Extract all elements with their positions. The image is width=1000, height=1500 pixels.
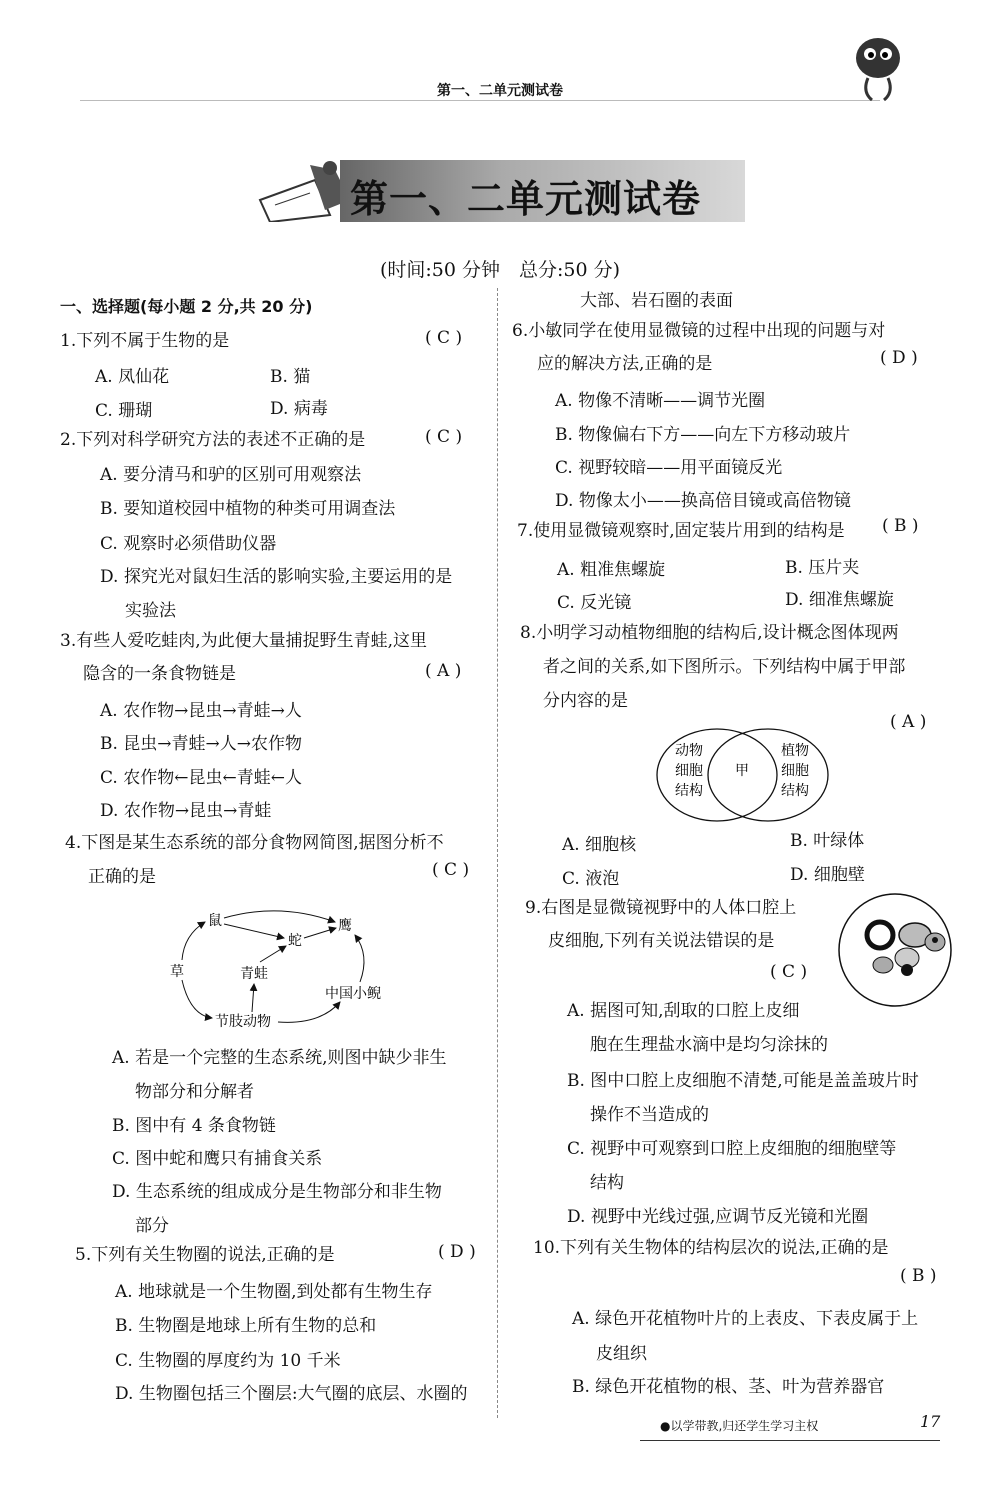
q6-option-b: B. 物像偏右下方——向左下方移动玻片 <box>555 425 851 445</box>
q2-option-a: A. 要分清马和驴的区别可用观察法 <box>100 465 362 485</box>
page-number: 17 <box>920 1412 941 1431</box>
q10-option-a: A. 绿色开花植物叶片的上表皮、下表皮属于上 <box>572 1309 919 1329</box>
section-heading: 一、选择题(每小题 2 分,共 20 分) <box>60 297 313 316</box>
q8-answer: ( A ) <box>890 712 927 732</box>
q10-option-a-cont: 皮组织 <box>596 1344 647 1364</box>
q4-option-d-cont: 部分 <box>135 1216 169 1236</box>
q9-option-c: C. 视野中可观察到口腔上皮细胞的细胞壁等 <box>567 1139 897 1159</box>
q2-option-d: D. 探究光对鼠妇生活的影响实验,主要运用的是 <box>100 567 453 587</box>
q8-option-b: B. 叶绿体 <box>790 831 865 851</box>
banner-title: 第一、二单元测试卷 <box>350 176 702 221</box>
q8-stem-1: 8.小明学习动植物细胞的结构后,设计概念图体现两 <box>520 623 899 643</box>
q1-option-d: D. 病毒 <box>270 399 328 419</box>
web-pipit: 中国小鲵 <box>325 986 381 1002</box>
q1-option-a: A. 凤仙花 <box>95 367 170 387</box>
q3-answer: ( A ) <box>425 661 462 681</box>
q5-option-b: B. 生物圈是地球上所有生物的总和 <box>115 1316 377 1336</box>
q4-option-a: A. 若是一个完整的生态系统,则图中缺少非生 <box>112 1048 447 1068</box>
q3-option-d: D. 农作物→昆虫→青蛙 <box>100 801 272 821</box>
q7-option-a: A. 粗准焦螺旋 <box>557 560 666 580</box>
q3-option-c: C. 农作物←昆虫←青蛙←人 <box>100 768 302 788</box>
q8-stem-2: 者之间的关系,如下图所示。下列结构中属于甲部 <box>543 657 906 677</box>
q1-answer: ( C ) <box>425 328 463 348</box>
running-header: 第一、二单元测试卷 <box>437 83 563 99</box>
q7-answer: ( B ) <box>882 516 919 536</box>
q5-option-d: D. 生物圈包括三个圈层:大气圈的底层、水圈的 <box>115 1384 468 1404</box>
web-eagle: 鹰 <box>338 918 352 934</box>
q2-option-d-cont: 实验法 <box>125 601 176 621</box>
q9-answer: ( C ) <box>770 962 808 982</box>
venn-right-3: 结构 <box>781 783 809 799</box>
column-divider <box>497 288 498 1418</box>
q2-answer: ( C ) <box>425 427 463 447</box>
q6-option-c: C. 视野较暗——用平面镜反光 <box>555 458 783 478</box>
q6-stem-2: 应的解决方法,正确的是 <box>537 354 713 374</box>
q5-option-a: A. 地球就是一个生物圈,到处都有生物生存 <box>115 1282 433 1302</box>
q10-answer: ( B ) <box>900 1266 937 1286</box>
q9-option-d: D. 视野中光线过强,应调节反光镜和光圈 <box>567 1207 869 1227</box>
q9-option-c-cont: 结构 <box>590 1173 624 1193</box>
q9-stem-2: 皮细胞,下列有关说法错误的是 <box>548 931 775 951</box>
q9-option-b: B. 图中口腔上皮细胞不清楚,可能是盖盖玻片时 <box>567 1071 919 1091</box>
q7-option-c: C. 反光镜 <box>557 593 632 613</box>
q4-option-a-cont: 物部分和分解者 <box>135 1082 254 1102</box>
q9-stem-1: 9.右图是显微镜视野中的人体口腔上 <box>525 898 797 918</box>
header-rule <box>80 100 880 101</box>
title-banner <box>255 160 745 222</box>
q5-option-c: C. 生物圈的厚度约为 10 千米 <box>115 1351 341 1371</box>
q4-answer: ( C ) <box>432 860 470 880</box>
q8-option-c: C. 液泡 <box>562 869 620 889</box>
q2-option-b: B. 要知道校园中植物的种类可用调查法 <box>100 499 396 519</box>
q9-option-b-cont: 操作不当造成的 <box>590 1105 709 1125</box>
venn-left-2: 细胞 <box>675 763 703 779</box>
q9-option-a: A. 据图可知,刮取的口腔上皮细 <box>567 1001 800 1021</box>
q6-answer: ( D ) <box>880 348 918 368</box>
web-grass: 草 <box>170 964 184 980</box>
q8-option-d: D. 细胞壁 <box>790 865 865 885</box>
venn-middle: 甲 <box>735 763 749 779</box>
q4-option-d: D. 生态系统的组成成分是生物部分和非生物 <box>112 1182 442 1202</box>
q6-option-a: A. 物像不清晰——调节光圈 <box>555 391 766 411</box>
footer-rule <box>640 1440 940 1441</box>
q4-option-b: B. 图中有 4 条食物链 <box>112 1116 276 1136</box>
venn-right-2: 细胞 <box>781 763 809 779</box>
q4-stem-1: 4.下图是某生态系统的部分食物网简图,据图分析不 <box>65 833 444 853</box>
q9-option-a-cont: 胞在生理盐水滴中是均匀涂抹的 <box>590 1035 828 1055</box>
mascot-icon <box>848 32 908 107</box>
web-frog: 青蛙 <box>240 966 268 982</box>
web-mouse: 鼠 <box>208 913 222 929</box>
q5-stem: 5.下列有关生物圈的说法,正确的是 <box>75 1245 335 1265</box>
q3-option-b: B. 昆虫→青蛙→人→农作物 <box>100 734 303 754</box>
q4-stem-2: 正确的是 <box>88 867 156 887</box>
venn-left-1: 动物 <box>675 743 703 759</box>
q7-stem: 7.使用显微镜观察时,固定装片用到的结构是 <box>517 521 845 541</box>
q3-stem-2: 隐含的一条食物链是 <box>83 664 236 684</box>
q1-option-c: C. 珊瑚 <box>95 401 153 421</box>
q7-option-b: B. 压片夹 <box>785 558 860 578</box>
microscope-view-image <box>835 890 955 1010</box>
q1-stem: 1.下列不属于生物的是 <box>60 331 230 351</box>
q2-option-c: C. 观察时必须借助仪器 <box>100 534 277 554</box>
q10-stem: 10.下列有关生物体的结构层次的说法,正确的是 <box>533 1238 889 1258</box>
venn-right-1: 植物 <box>781 743 809 759</box>
q3-stem-1: 3.有些人爱吃蛙肉,为此便大量捕捉野生青蛙,这里 <box>60 631 428 651</box>
q8-option-a: A. 细胞核 <box>562 835 637 855</box>
q1-option-b: B. 猫 <box>270 367 311 387</box>
q3-option-a: A. 农作物→昆虫→青蛙→人 <box>100 701 302 721</box>
venn-left-3: 结构 <box>675 783 703 799</box>
food-web-diagram <box>160 900 410 1035</box>
web-arthropod: 节肢动物 <box>215 1014 271 1030</box>
footer-motto: ●以学带教,归还学生学习主权 <box>660 1419 819 1433</box>
q4-option-c: C. 图中蛇和鹰只有捕食关系 <box>112 1149 323 1169</box>
q5-option-d-cont: 大部、岩石圈的表面 <box>580 291 733 311</box>
q2-stem: 2.下列对科学研究方法的表述不正确的是 <box>60 430 366 450</box>
web-snake: 蛇 <box>288 933 302 949</box>
q8-stem-3: 分内容的是 <box>543 691 628 711</box>
q7-option-d: D. 细准焦螺旋 <box>785 590 894 610</box>
q5-answer: ( D ) <box>438 1242 476 1262</box>
q10-option-b: B. 绿色开花植物的根、茎、叶为营养器官 <box>572 1377 885 1397</box>
q6-option-d: D. 物像太小——换高倍目镜或高倍物镜 <box>555 491 851 511</box>
cell-venn-diagram <box>655 725 830 825</box>
q6-stem-1: 6.小敏同学在使用显微镜的过程中出现的问题与对 <box>512 321 886 341</box>
exam-info: (时间:50 分钟 总分:50 分) <box>379 259 621 281</box>
